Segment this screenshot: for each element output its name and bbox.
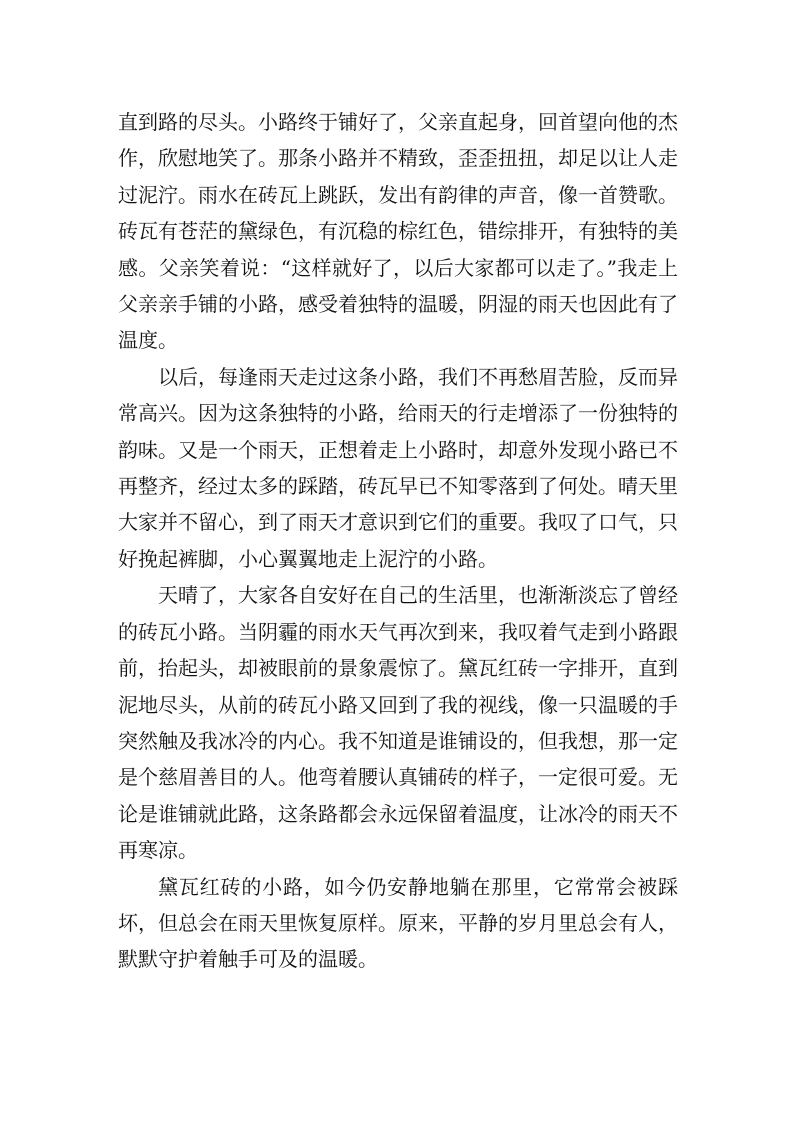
paragraph-3: 天晴了，大家各自安好在自己的生活里，也渐渐淡忘了曾经的砖瓦小路。当阴霾的雨水天气再次到来，我叹着气走到小路跟前，抬起头，却被眼前的景象震惊了。黛瓦红砖一字排开，直到泥地尽头，从前的砖瓦小路又回到了我的视线，像一只温暖的手突然触及我冰冷的内心。我不知道是谁铺设的，但我想，那一定是个慈眉善目的人。他弯着腰认真铺砖的样子，一定很可爱。无论是谁铺就此路，这条路都会永远保留着温度，让冰冷的雨天不再寒凉。 bbox=[118, 583, 678, 863]
paragraph-2: 以后，每逢雨天走过这条小路，我们不再愁眉苦脸，反而异常高兴。因为这条独特的小路，给雨天的行走增添了一份独特的韵味。又是一个雨天，正想着走上小路时，却意外发现小路已不再整齐，经过太多的踩踏，砖瓦早已不知零落到了何处。晴天里大家并不留心，到了雨天才意识到它们的重要。我叹了口气，只好挽起裤脚，小心翼翼地走上泥泞的小路。 bbox=[118, 364, 678, 571]
document-body bbox=[118, 104, 678, 978]
paragraph-1: 直到路的尽头。小路终于铺好了，父亲直起身，回首望向他的杰作，欣慰地笑了。那条小路并不精致，歪歪扭扭，却足以让人走过泥泞。雨水在砖瓦上跳跃，发出有韵律的声音，像一首赞歌。砖瓦有苍茫的黛绿色，有沉稳的棕红色，错综排开，有独特的美感。父亲笑着说：“这样就好了，以后大家都可以走了。”我走上父亲亲手铺的小路，感受着独特的温暖，阴湿的雨天也因此有了温度。 bbox=[118, 110, 678, 353]
paragraph-4: 黛瓦红砖的小路，如今仍安静地躺在那里，它常常会被踩坏，但总会在雨天里恢复原样。原来，平静的岁月里总会有人，默默守护着触手可及的温暖。 bbox=[118, 874, 678, 972]
